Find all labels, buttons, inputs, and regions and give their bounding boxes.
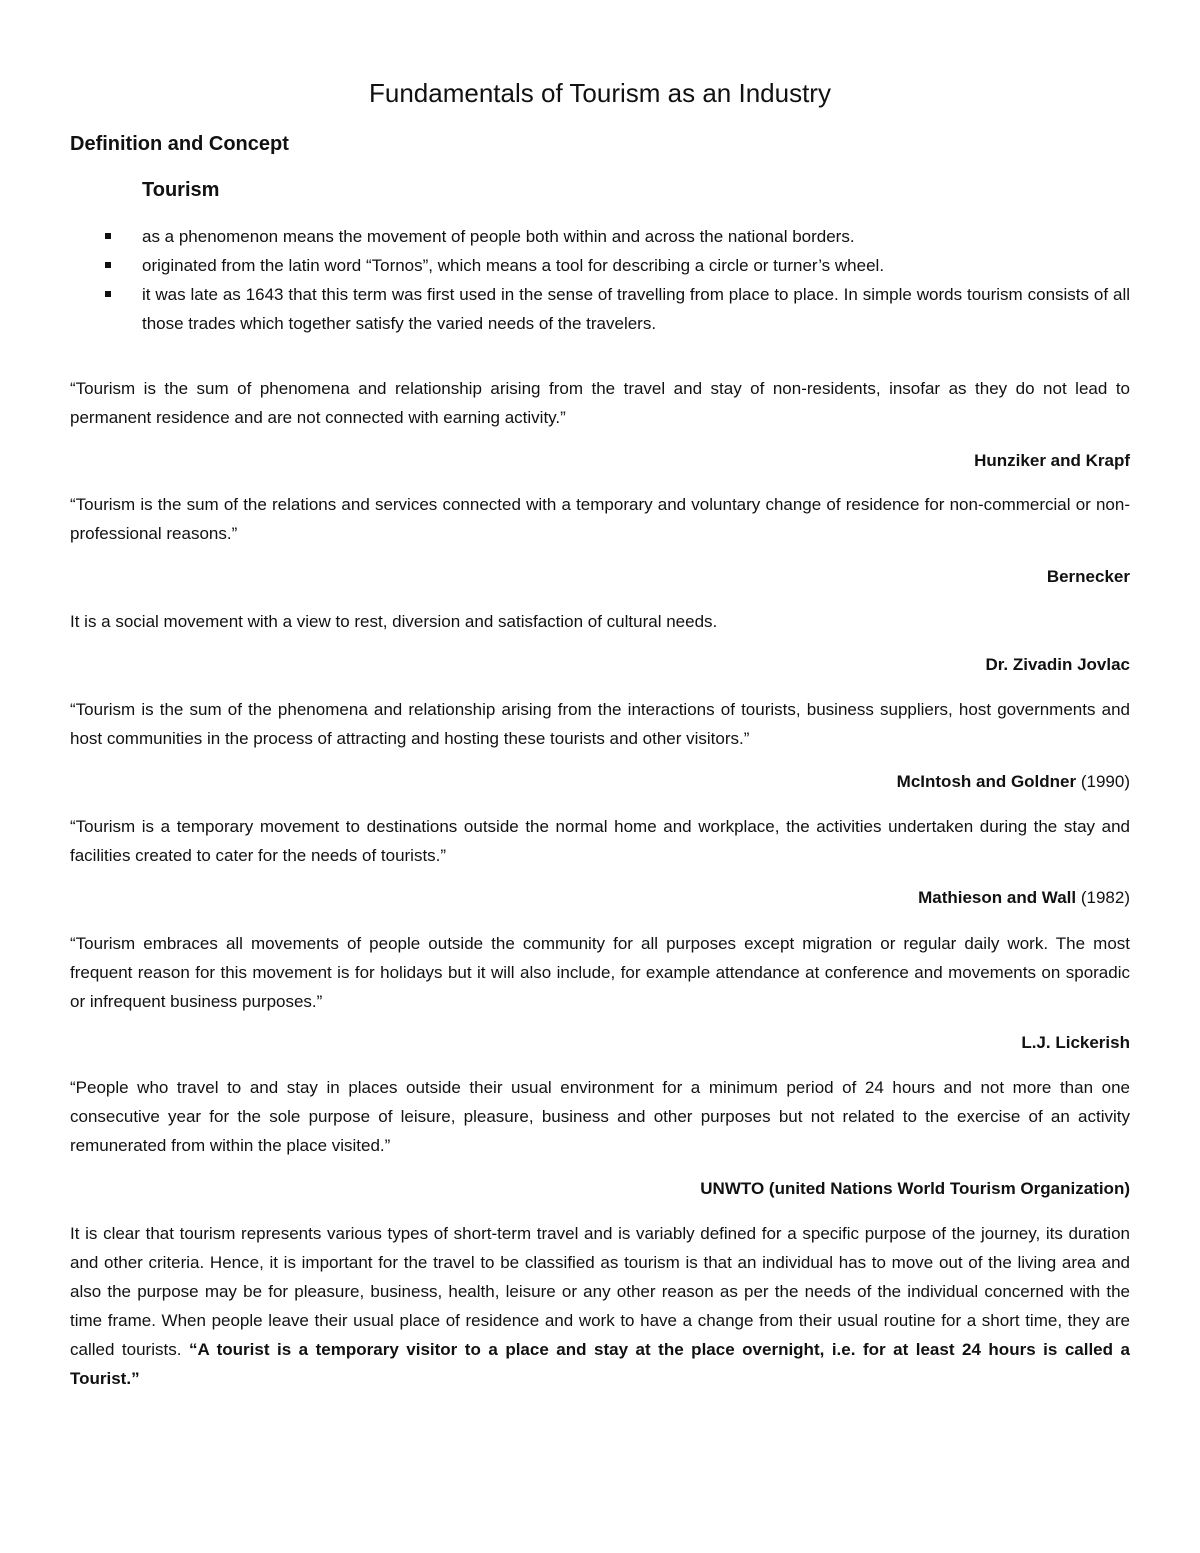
bullet-list (70, 222, 1130, 338)
definition-quote: “People who travel to and stay in places outside their usual environment for a minimum period of 24 hours and not more than one consecutive year for the sole purpose of leisure, pleasure, business and other purposes but not related to the exercise of an activity remunerated from within the place visited.” (70, 1078, 1130, 1155)
document-title: Fundamentals of Tourism as an Industry (369, 78, 831, 108)
definition-attribution (70, 768, 1130, 796)
definition-quote: “Tourism is the sum of the relations and services connected with a temporary and voluntary change of residence for non-commercial or non-professional reasons.” (70, 495, 1130, 543)
tourist-definition-emphasis: “A tourist is a temporary visitor to a place and stay at the place overnight, i.e. for at least 24 hours is called a Tourist.” (70, 1340, 1130, 1388)
list-item-text: as a phenomenon means the movement of people both within and across the national borders. (142, 227, 855, 246)
definition-attribution (70, 651, 1130, 679)
square-bullet-icon (105, 291, 111, 297)
author-year: (1982) (1080, 888, 1130, 907)
definition-quote: “Tourism is the sum of phenomena and relationship arising from the travel and stay of non-residents, insofar as they do not lead to permanent residence and are not connected with earning activity.” (70, 379, 1130, 427)
author-name: Hunziker and Krapf (974, 451, 1130, 470)
author-name: L.J. Lickerish (1021, 1033, 1130, 1052)
definition-quote: “Tourism is the sum of the phenomena and relationship arising from the interactions of tourists, business suppliers, host governments and host communities in the process of attracting and hosting these tourists and other visitors.” (70, 700, 1130, 748)
definition-attribution (70, 884, 1130, 912)
author-name: UNWTO (united Nations World Tourism Organization) (700, 1179, 1130, 1198)
list-item-text: originated from the latin word “Tornos”, which means a tool for describing a circle or turner’s wheel. (142, 256, 885, 275)
author-name: Bernecker (1046, 567, 1130, 586)
conclusion-paragraph (70, 1219, 1130, 1393)
list-item (70, 222, 1130, 251)
author-name: Mathieson and Wall (918, 888, 1077, 907)
definition-attribution (70, 447, 1130, 475)
definition-attribution (70, 1175, 1130, 1203)
author-year: (1990) (1080, 772, 1130, 791)
author-name: McIntosh and Goldner (896, 772, 1077, 791)
list-item (70, 251, 1130, 280)
definition-quote: “Tourism embraces all movements of people outside the community for all purposes except migration or regular daily work. The most frequent reason for this movement is for holidays but it will also include, for example attendance at conference and movements on sporadic or infrequent business purposes.” (70, 934, 1130, 1011)
section-heading: Definition and Concept (70, 133, 289, 155)
subheading: Tourism (142, 179, 220, 201)
definition-quote: It is a social movement with a view to rest, diversion and satisfaction of cultural needs. (70, 612, 718, 631)
definition-attribution (70, 563, 1130, 591)
document-page (70, 0, 1130, 1553)
list-item-text: it was late as 1643 that this term was first used in the sense of travelling from place to place. In simple words tourism consists of all those trades which together satisfy the varied needs of the travelers. (142, 285, 1130, 333)
square-bullet-icon (105, 262, 111, 268)
list-item (70, 280, 1130, 338)
definition-attribution (70, 1029, 1130, 1057)
square-bullet-icon (105, 233, 111, 239)
conclusion-text: It is clear that tourism represents various types of short-term travel and is variably defined for a specific purpose of the journey, its duration and other criteria. Hence, it is important for the travel to be classified as tourism is that an individual has to move out of the living area and also the purpose may be for pleasure, business, health, leisure or any other reason as per the needs of the individual concerned with the time frame. When people leave their usual place of residence and work to have a change from their usual routine for a short time, they are called tourists. (70, 1224, 1130, 1359)
definition-quote: “Tourism is a temporary movement to destinations outside the normal home and workplace, the activities undertaken during the stay and facilities created to cater for the needs of tourists.” (70, 817, 1130, 865)
author-name: Dr. Zivadin Jovlac (985, 655, 1130, 674)
